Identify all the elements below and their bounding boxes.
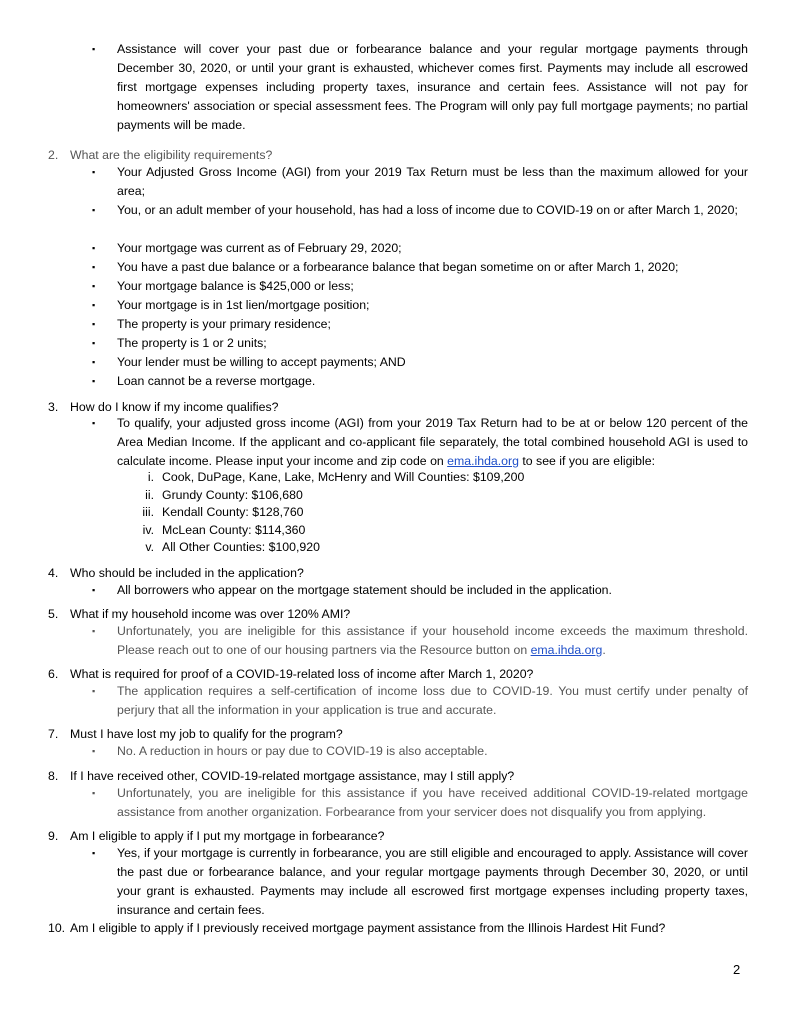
question-8 <box>48 766 753 786</box>
bullet-assistance-coverage <box>92 40 748 135</box>
question-title: Who should be included in the application? <box>70 566 304 580</box>
question-title: If I have received other, COVID-19-related mortgage assistance, may I still apply? <box>70 769 515 783</box>
question-title: What is required for proof of a COVID-19-related loss of income after March 1, 2020? <box>70 667 534 681</box>
bullet-icon: ▪ <box>92 626 96 636</box>
question-9 <box>48 826 753 846</box>
bullet-icon: ▪ <box>92 418 96 428</box>
question-7 <box>48 724 753 744</box>
question-number: 6. <box>48 667 59 681</box>
bullet-text: Your Adjusted Gross Income (AGI) from your 2019 Tax Return must be less than the maximum allowed for your area; <box>117 165 748 198</box>
bullet-text <box>117 414 748 471</box>
bullet-self-certification <box>92 682 748 720</box>
question-title: Am I eligible to apply if I put my mortgage in forbearance? <box>70 829 385 843</box>
bullet-over-ami <box>92 622 748 660</box>
bullet-balance <box>92 277 748 296</box>
bullet-icon: ▪ <box>92 338 96 348</box>
bullet-reduction-hours <box>92 742 748 761</box>
bullet-text: The property is 1 or 2 units; <box>117 336 267 350</box>
bullet-icon: ▪ <box>92 746 96 756</box>
question-number: 7. <box>48 727 59 741</box>
bullet-icon: ▪ <box>92 788 96 798</box>
bullet-text: No. A reduction in hours or pay due to COVID-19 is also acceptable. <box>117 744 488 758</box>
roman-numeral: v. <box>145 540 154 554</box>
bullet-text-part: To qualify, your adjusted gross income (AGI) from your 2019 Tax Return had to be at or below 120 percent of the Area Median Income. If the applicant and co-applicant file separately, the total combined household AGI is used to calculate income. Please input your income and zip code on <box>117 416 748 468</box>
bullet-text-part: to see if you are eligible: <box>522 454 655 468</box>
bullet-icon: ▪ <box>92 319 96 329</box>
bullet-text-part: Unfortunately, you are ineligible for this assistance if your household income exceeds the maximum threshold. Please reach out to one of our housing partners via the Resource button on <box>117 624 748 657</box>
bullet-lender <box>92 353 748 372</box>
bullet-text: You have a past due balance or a forbearance balance that began sometime on or after March 1, 2020; <box>117 260 679 274</box>
county-limit-item <box>124 504 304 522</box>
bullet-text: Yes, if your mortgage is currently in forbearance, you are still eligible and encouraged to apply. Assistance will cover the past due or forbearance balance, and your regular mortgage payments through December 30, 2020, or until your grant is exhausted. Payments may include all escrowed first mortgage expenses including property taxes, insurance and certain fees. <box>117 846 748 917</box>
bullet-text: Your mortgage is in 1st lien/mortgage position; <box>117 298 370 312</box>
bullet-lien <box>92 296 748 315</box>
question-title: What are the eligibility requirements? <box>70 148 273 162</box>
bullet-reverse-mortgage <box>92 372 748 391</box>
page-number: 2 <box>733 962 741 977</box>
bullet-text: Your mortgage balance is $425,000 or less; <box>117 279 354 293</box>
bullet-text: Unfortunately, you are ineligible for this assistance if you have received additional COVID-19-related mortgage assistance from another organization. Forbearance from your servicer does not disqualify you from applying. <box>117 786 748 819</box>
bullet-mortgage-current <box>92 239 748 258</box>
bullet-icon: ▪ <box>92 686 96 696</box>
bullet-agi <box>92 163 748 201</box>
bullet-text: You, or an adult member of your household, has had a loss of income due to COVID-19 on or after March 1, 2020; <box>117 203 738 217</box>
bullet-text: All borrowers who appear on the mortgage statement should be included in the application. <box>117 583 612 597</box>
county-limit-text: Kendall County: $128,760 <box>162 505 304 519</box>
county-limit-text: McLean County: $114,360 <box>162 522 306 537</box>
bullet-text <box>117 622 748 660</box>
bullet-income-loss <box>92 201 748 220</box>
bullet-icon: ▪ <box>92 300 96 310</box>
question-4 <box>48 563 753 583</box>
question-title: Must I have lost my job to qualify for the program? <box>70 727 343 741</box>
county-limit-text: Grundy County: $106,680 <box>162 487 303 502</box>
bullet-other-assistance <box>92 784 748 822</box>
county-limit-item <box>124 539 320 557</box>
ema-ihda-link[interactable]: ema.ihda.org <box>447 454 519 468</box>
county-limit-item <box>124 469 524 487</box>
bullet-icon: ▪ <box>92 205 96 215</box>
bullet-text: Loan cannot be a reverse mortgage. <box>117 374 316 388</box>
bullet-text: Assistance will cover your past due or forbearance balance and your regular mortgage payments through December 30, 2020, or until your grant is exhausted, whichever comes first. Payments may include all escrowed first mortgage expenses including property taxes, insurance and certain fees. Assistance will not pay for homeowners' association or special assessment fees. The Program will only pay full mortgage payments; no partial payments will be made. <box>117 42 748 132</box>
bullet-text: Your mortgage was current as of February 29, 2020; <box>117 241 402 255</box>
question-number: 9. <box>48 829 59 843</box>
question-2 <box>48 145 753 165</box>
question-6 <box>48 664 753 684</box>
bullet-icon: ▪ <box>92 243 96 253</box>
question-number: 2. <box>48 148 59 162</box>
bullet-icon: ▪ <box>92 262 96 272</box>
question-title: Am I eligible to apply if I previously received mortgage payment assistance from the Illinois Hardest Hit Fund? <box>70 921 666 935</box>
bullet-text: The property is your primary residence; <box>117 317 331 331</box>
bullet-primary-residence <box>92 315 748 334</box>
bullet-icon: ▪ <box>92 376 96 386</box>
bullet-icon: ▪ <box>92 848 96 858</box>
county-limit-item <box>124 522 305 540</box>
bullet-icon: ▪ <box>92 281 96 291</box>
question-10 <box>48 918 753 938</box>
question-number: 10. <box>48 921 66 935</box>
county-limit-text: Cook, DuPage, Kane, Lake, McHenry and Will Counties: $109,200 <box>162 470 525 484</box>
bullet-text: The application requires a self-certification of income loss due to COVID-19. You must certify under penalty of perjury that all the information in your application is true and accurate. <box>117 684 748 717</box>
roman-numeral: i. <box>147 470 154 484</box>
question-5 <box>48 604 753 624</box>
bullet-borrowers <box>92 581 748 600</box>
bullet-forbearance <box>92 844 748 920</box>
bullet-units <box>92 334 748 353</box>
bullet-icon: ▪ <box>92 357 96 367</box>
bullet-text-part: . <box>602 643 606 657</box>
roman-numeral: ii. <box>145 487 154 502</box>
bullet-income-qualify <box>92 414 748 471</box>
county-limit-item <box>124 487 303 505</box>
roman-numeral: iii. <box>142 505 154 519</box>
bullet-icon: ▪ <box>92 167 96 177</box>
question-number: 5. <box>48 607 59 621</box>
bullet-icon: ▪ <box>92 44 96 54</box>
question-number: 4. <box>48 566 59 580</box>
roman-numeral: iv. <box>142 522 154 537</box>
question-title: How do I know if my income qualifies? <box>70 400 279 414</box>
ema-ihda-link[interactable]: ema.ihda.org <box>530 643 603 657</box>
question-title: What if my household income was over 120% AMI? <box>70 607 351 621</box>
question-number: 3. <box>48 400 59 414</box>
bullet-past-due <box>92 258 748 277</box>
bullet-text: Your lender must be willing to accept payments; AND <box>117 355 406 369</box>
question-number: 8. <box>48 769 59 783</box>
bullet-icon: ▪ <box>92 585 96 595</box>
county-limit-text: All Other Counties: $100,920 <box>162 540 320 554</box>
